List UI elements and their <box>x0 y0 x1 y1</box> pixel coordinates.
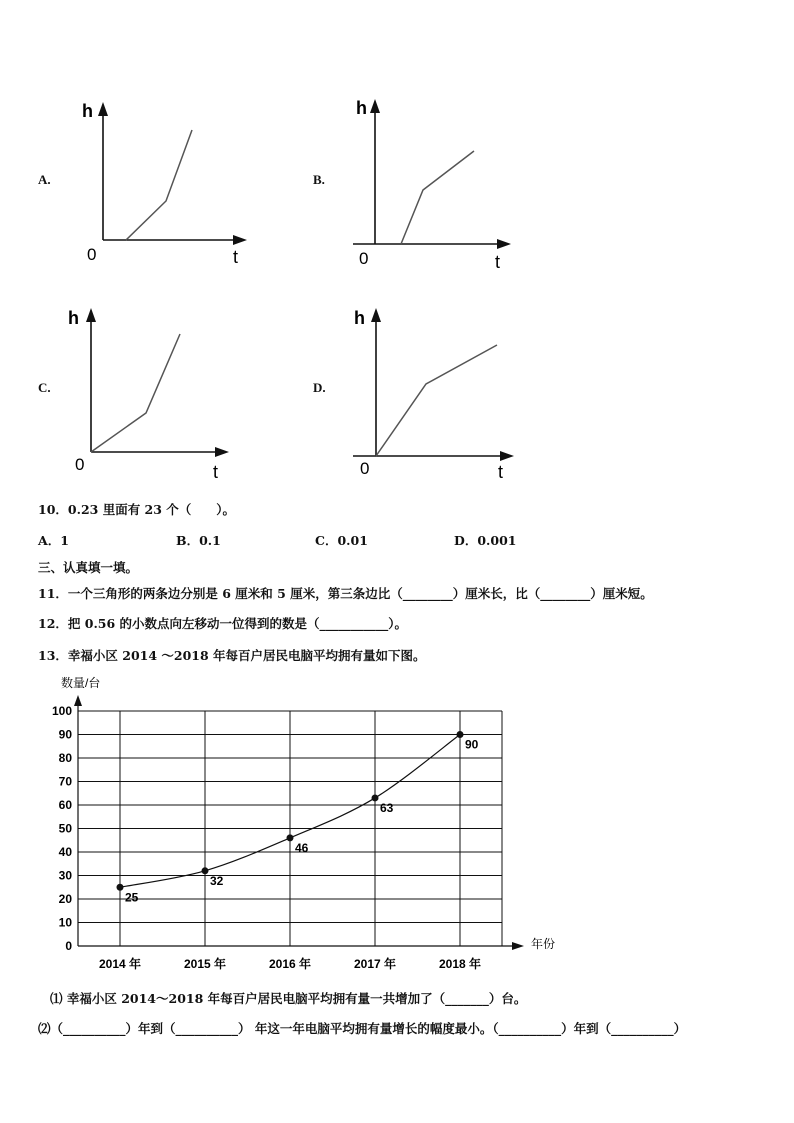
x-tick-label: 2017 年 <box>353 957 397 971</box>
chart-grid <box>78 711 502 946</box>
q10-choice-b[interactable]: B．0.1 <box>176 533 221 548</box>
option-c-y-label: h <box>68 308 79 328</box>
q13-text: 13．幸福小区 2014 ～2018 年每百户居民电脑平均拥有量如下图。 <box>38 648 426 663</box>
chart-y-ticks <box>52 704 72 953</box>
y-tick-label: 50 <box>58 821 72 836</box>
option-d-x-arrow <box>500 451 514 461</box>
data-point <box>202 867 209 874</box>
q10-stem: 10．0.23 里面有 23 个（ ）。 <box>38 502 236 517</box>
section-3-heading: 三、认真填一填。 <box>38 560 139 575</box>
y-tick-label: 10 <box>58 915 72 930</box>
chart-y-axis-label: 数量/台 <box>61 676 101 690</box>
option-d-curve <box>376 345 497 456</box>
y-tick-label: 60 <box>58 798 72 812</box>
data-point <box>117 884 124 891</box>
option-b-origin: 0 <box>359 249 369 268</box>
option-c-label: C. <box>38 380 51 395</box>
option-d-y-arrow <box>371 308 381 322</box>
option-a-y-arrow <box>98 102 108 116</box>
option-c-origin: 0 <box>75 455 85 474</box>
option-a-graph[interactable] <box>70 92 260 277</box>
option-c-curve <box>91 334 180 452</box>
option-a-x-label: t <box>233 247 239 267</box>
option-d-x-label: t <box>498 462 504 482</box>
data-point <box>457 731 464 738</box>
option-b-y-label: h <box>356 98 367 118</box>
option-d-origin: 0 <box>360 459 370 478</box>
option-d-graph[interactable] <box>345 300 535 485</box>
option-b-x-label: t <box>495 252 501 272</box>
y-tick-label: 30 <box>58 868 72 883</box>
option-b-curve <box>401 151 474 244</box>
option-b-y-arrow <box>370 99 380 113</box>
option-b-x-arrow <box>497 239 511 249</box>
chart-x-axis-label: 年份 <box>531 937 556 951</box>
option-c-y-arrow <box>86 308 96 322</box>
y-tick-label: 90 <box>58 727 72 742</box>
data-label: 90 <box>465 737 479 752</box>
q13-sub1: ⑴ 幸福小区 2014～2018 年每百户居民电脑平均拥有量一共增加了（_______）台。 <box>50 991 527 1006</box>
data-point <box>372 794 379 801</box>
y-tick-label: 40 <box>58 845 72 859</box>
y-tick-label: 20 <box>58 892 72 906</box>
y-tick-label: 70 <box>58 774 72 789</box>
data-label: 46 <box>295 840 309 855</box>
x-tick-label: 2015 年 <box>183 957 227 971</box>
option-a-label: A. <box>38 172 51 187</box>
option-b-label: B. <box>313 172 325 187</box>
option-d-label: D. <box>313 380 326 395</box>
option-c-x-arrow <box>215 447 229 457</box>
option-a-origin: 0 <box>87 245 97 264</box>
data-label: 32 <box>210 873 224 888</box>
q10-choice-c[interactable]: C．0.01 <box>315 533 368 548</box>
y-tick-label: 100 <box>51 704 72 718</box>
option-c-x-label: t <box>213 462 219 482</box>
y-tick-label: 0 <box>65 939 72 953</box>
option-a-curve <box>126 130 192 240</box>
q11-text: 11．一个三角形的两条边分别是 6 厘米和 5 厘米，第三条边比（________）厘米长，比（________）厘米短。 <box>38 586 653 601</box>
x-tick-label: 2018 年 <box>438 957 482 971</box>
chart-x-ticks <box>99 956 481 971</box>
option-d-y-label: h <box>354 308 365 328</box>
x-tick-label: 2016 年 <box>268 957 312 971</box>
option-a-x-arrow <box>233 235 247 245</box>
x-tick-label: 2014 年 <box>98 957 142 971</box>
q10-choice-a[interactable]: A．1 <box>38 533 69 548</box>
q10-choice-d[interactable]: D．0.001 <box>454 533 517 548</box>
data-label: 25 <box>125 890 139 905</box>
option-b-graph[interactable] <box>345 92 535 277</box>
chart-data-labels <box>125 738 479 905</box>
y-tick-label: 80 <box>58 751 72 765</box>
chart-x-axis-arrow <box>512 942 524 950</box>
line-chart <box>40 670 560 980</box>
option-c-graph[interactable] <box>60 300 250 485</box>
option-a-y-label: h <box>82 101 93 121</box>
data-point <box>287 834 294 841</box>
q12-text: 12．把 0.56 的小数点向左移动一位得到的数是（___________）。 <box>38 616 408 631</box>
q13-sub2: ⑵（__________）年到（__________） 年这一年电脑平均拥有量增长的幅度最小。（__________）年到（__________） <box>38 1021 687 1036</box>
chart-y-axis-arrow <box>74 695 82 706</box>
data-label: 63 <box>380 800 394 815</box>
